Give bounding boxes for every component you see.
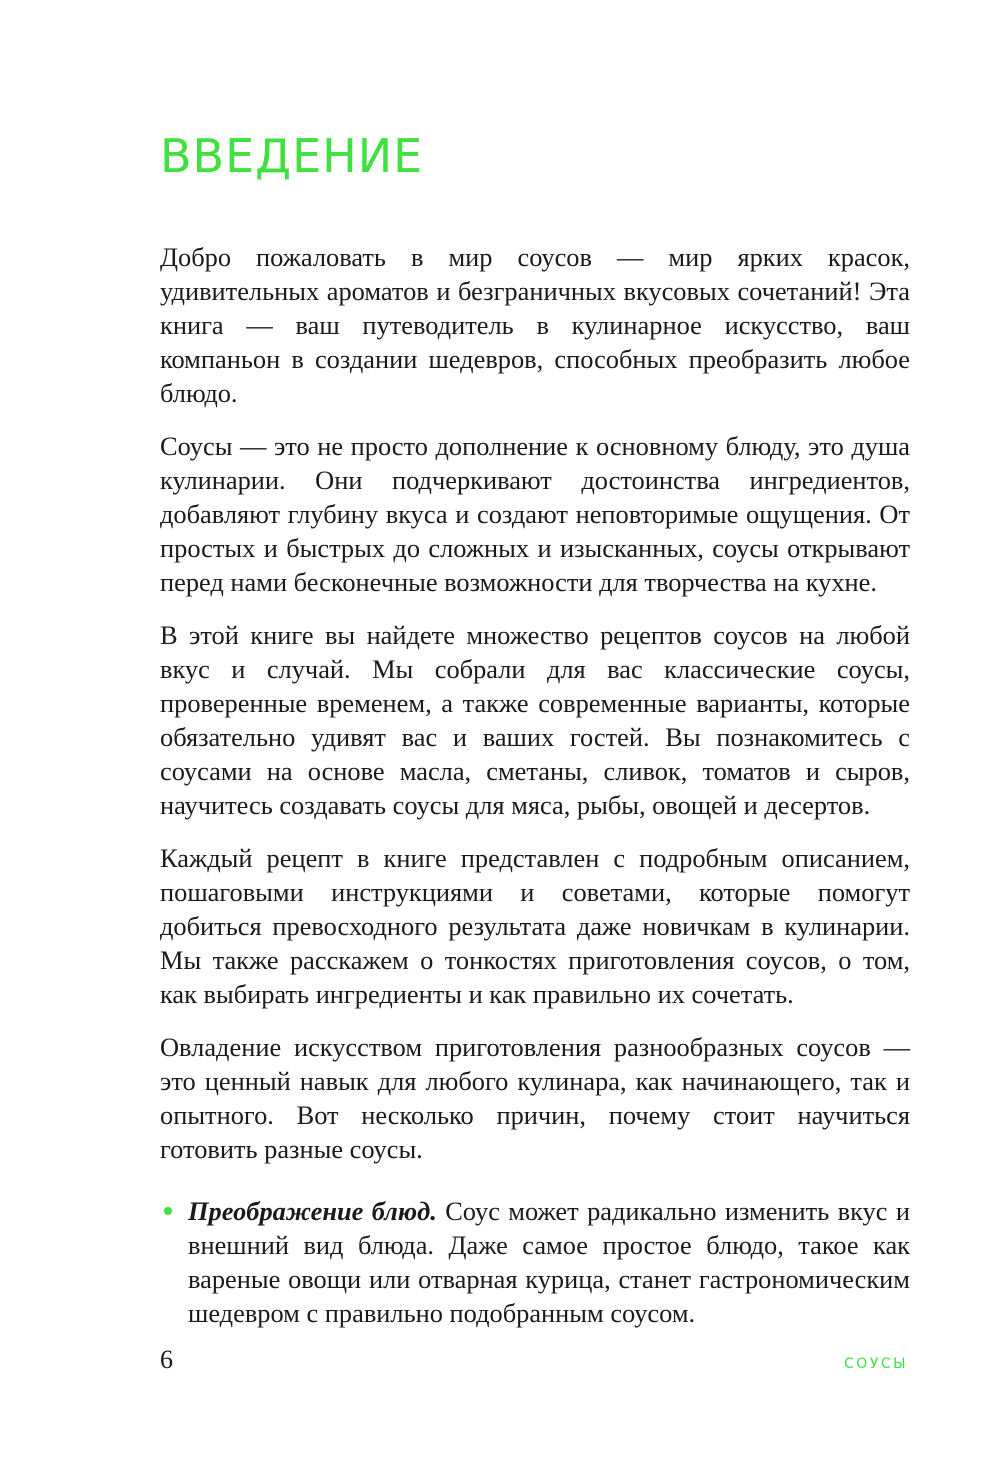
bullet-list [160, 1194, 910, 1330]
paragraph: Овладение искусством приготовления разнообразных соусов — это ценный навык для любого кулинара, как начинающего, так и опытного. Вот несколько причин, почему стоит научиться готовить разные соусы. [160, 1032, 910, 1164]
paragraph: В этой книге вы найдете множество рецептов соусов на любой вкус и случай. Мы собрали для вас классические соусы, проверенные временем, а также современные варианты, которые обязательно удивят вас и ваших гостей. Вы познакомитесь с соусами на основе масла, сметаны, сливок, томатов и сыров, научитесь создавать соусы для мяса, рыбы, овощей и десертов. [160, 620, 910, 820]
chapter-title: ВВЕДЕНИЕ [160, 129, 424, 183]
paragraph: Добро пожаловать в мир соусов — мир ярких красок, удивительных ароматов и безграничных вкусовых сочетаний! Эта книга — ваш путеводитель в кулинарное искусство, ваш компаньон в создании шедевров, способных преобразить любое блюдо. [160, 242, 910, 408]
body-text [160, 240, 910, 1330]
running-title: СОУСЫ [844, 1356, 908, 1372]
list-item [160, 1194, 910, 1330]
bullet-dot-icon [164, 1207, 172, 1215]
paragraph: Соусы — это не просто дополнение к основному блюду, это душа кулинарии. Они подчеркивают достоинства ингредиентов, добавляют глубину вкуса и создают неповторимые ощущения. От простых и быстрых до сложных и изысканных, соусы открывают перед нами бесконечные возможности для творчества на кухне. [160, 431, 910, 597]
bullet-text: Соус может радикально изменить вкус и внешний вид блюда. Даже самое простое блюдо, такое как вареные овощи или отварная курица, станет гастрономическим шедевром с правильно подобранным соусом. [188, 1196, 910, 1328]
bullet-lead: Преображение блюд. [188, 1196, 446, 1226]
page-number: 6 [160, 1345, 173, 1374]
paragraph: Каждый рецепт в книге представлен с подробным описанием, пошаговыми инструкциями и советами, которые помогут добиться превосходного результата даже новичкам в кулинарии. Мы также расскажем о тонкостях приготовления соусов, о том, как выбирать ингредиенты и как правильно их сочетать. [160, 843, 910, 1009]
